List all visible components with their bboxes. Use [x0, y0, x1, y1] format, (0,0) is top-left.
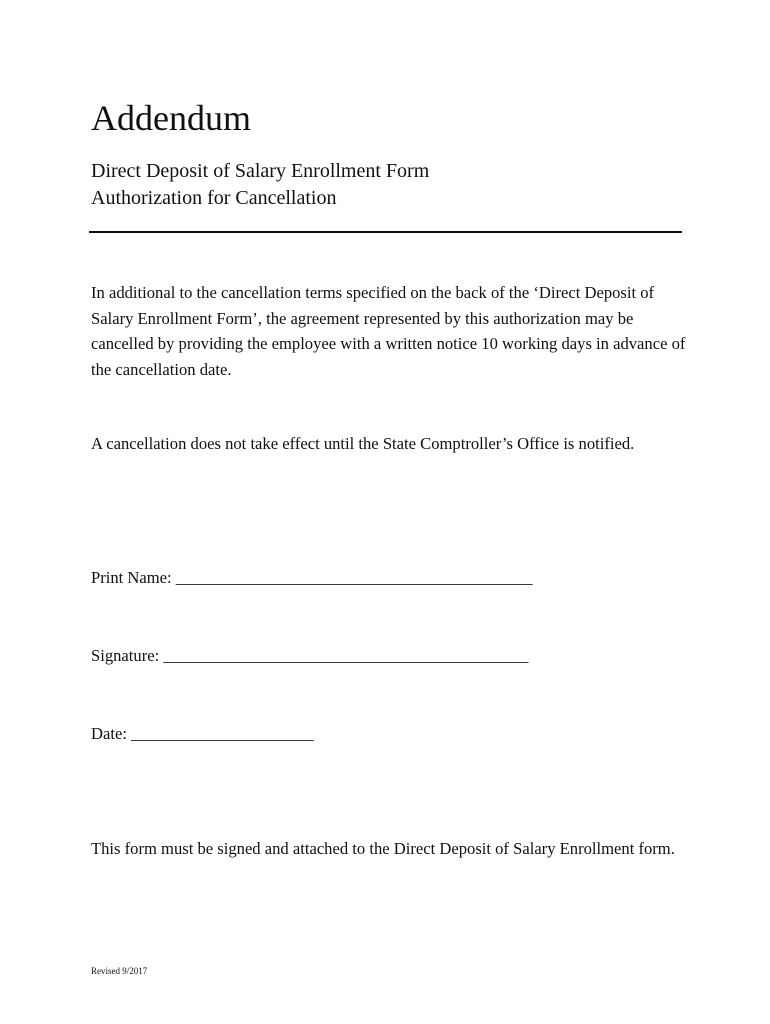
signature-field[interactable]: Signature: ____________________________________________	[91, 646, 529, 665]
header-divider	[89, 231, 682, 233]
revision-note: Revised 9/2017	[91, 966, 148, 976]
page-title: Addendum	[91, 98, 251, 138]
print-name-field[interactable]: Print Name: ___________________________________________	[91, 568, 533, 587]
notification-paragraph: A cancellation does not take effect until the State Comptroller’s Office is notified.	[91, 434, 635, 453]
form-subtitle: Direct Deposit of Salary Enrollment Form	[91, 160, 430, 182]
form-subtitle-secondary: Authorization for Cancellation	[91, 187, 337, 209]
date-field[interactable]: Date: ______________________	[91, 724, 314, 743]
cancellation-terms-paragraph: In additional to the cancellation terms specified on the back of the ‘Direct Deposit of Salary Enrollment Form’, the agreement represented by this authorization may be cancelled by providing the employee with a written notice 10 working days in advance of the cancellation date.	[91, 283, 686, 380]
attachment-instruction: This form must be signed and attached to the Direct Deposit of Salary Enrollment form.	[91, 839, 675, 858]
